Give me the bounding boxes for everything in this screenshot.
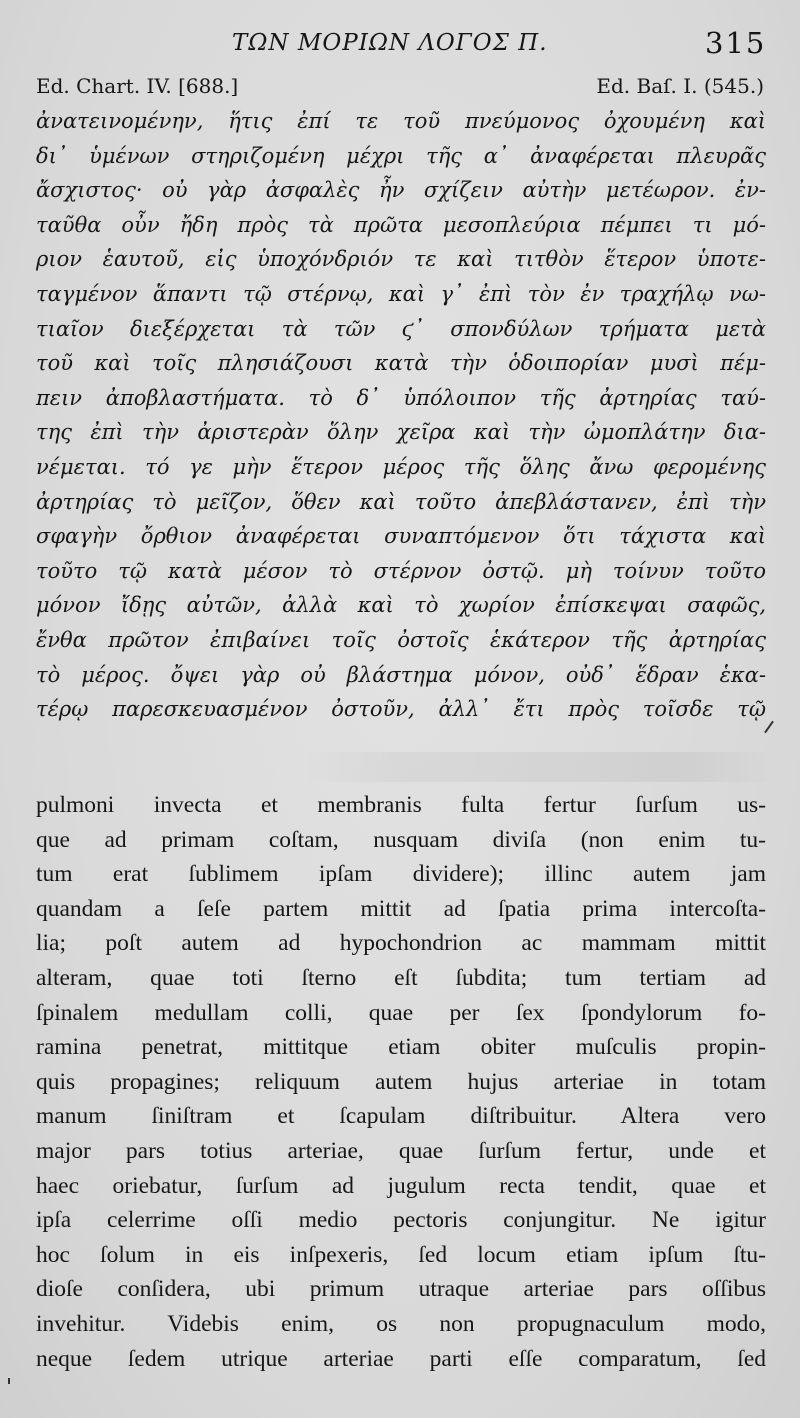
latin-line: pulmoni invecta et membranis fulta fertur ſurſum us- <box>36 792 766 818</box>
latin-line: quandam a ſeſe partem mittit ad ſpatia prima intercoſta- <box>36 895 766 922</box>
greek-line: τοῦτο τῷ κατὰ μέσον τὸ στέρνον ὀστῷ. μὴ τοίνυν τοῦτο <box>36 558 766 583</box>
greek-line: ἄσχιστος· οὐ γὰρ ἀσφαλὲς ἦν σχίζειν αὐτὴν μετέωρον. ἐν- <box>36 178 766 203</box>
latin-line: lia; poſt autem ad hypochondrion ac mammam mittit <box>36 930 766 957</box>
latin-line: quis propagines; reliquum autem hujus arteriae in totam <box>36 1068 766 1095</box>
running-title: ΤΩΝ ΜΟΡΙΩΝ ΛΟΓΟΣ Π. <box>232 30 548 56</box>
latin-line: alteram, quae toti ſterno eſt ſubdita; tum tertiam ad <box>36 964 766 991</box>
latin-line: haec oriebatur, ſurſum ad jugulum recta tendit, quae et <box>36 1172 766 1199</box>
greek-line: σφαγὴν ὄρθιον ἀναφέρεται συναπτόμενον ὅτι τάχιστα καὶ <box>36 524 766 549</box>
latin-line: ramina penetrat, mittitque etiam obiter muſculis propin- <box>36 1034 766 1061</box>
greek-line: πειν ἀποβλαστήματα. τὸ δ᾽ ὑπόλοιπον τῆς ἀρτηρίας ταύ- <box>36 385 766 410</box>
latin-line: ſpinalem medullam colli, quae per ſex ſpondylorum fo- <box>36 999 766 1026</box>
greek-line: ἔνθα πρῶτον ἐπιβαίνει τοῖς ὀστοῖς ἑκάτερον τῆς ἀρτηρίας <box>36 627 766 652</box>
latin-line: major pars totius arteriae, quae ſurſum fertur, unde et <box>36 1137 766 1164</box>
running-head <box>0 26 800 66</box>
greek-line: ταγμένον ἅπαντι τῷ στέρνῳ, καὶ γ᾽ ἐπὶ τὸν ἐν τραχήλῳ νω- <box>36 281 766 306</box>
latin-line: ipſa celerrime oſſi medio pectoris conjungitur. Ne igitur <box>36 1207 766 1234</box>
latin-line: neque ſedem utrique arteriae parti eſſe comparatum, ſed <box>36 1345 766 1372</box>
greek-line: τιαῖον διεξέρχεται τὰ τῶν ϛ᾽ σπονδύλων τρήματα μετὰ <box>36 316 766 341</box>
edition-basel-ref: Ed. Baſ. I. (545.) <box>596 74 764 98</box>
greek-line: δι᾽ ὑμένων στηριζομένη μέχρι τῆς α᾽ ἀναφέρεται πλευρᾶς <box>36 143 766 168</box>
greek-line: της ἐπὶ τὴν ἀριστερὰν ὅλην χεῖρα καὶ τὴν ὠμοπλάτην δια- <box>36 420 766 445</box>
edition-chartier-ref: Ed. Chart. IV. [688.] <box>36 74 239 98</box>
greek-line: μόνον ἴδῃς αὐτῶν, ἀλλὰ καὶ τὸ χωρίον ἐπίσκεψαι σαφῶς, <box>36 593 766 618</box>
latin-line: dioſe conſidera, ubi primum utraque arteriae pars oſſibus <box>36 1276 766 1303</box>
greek-text-block <box>36 104 766 727</box>
latin-line: que ad primam coſtam, nusquam diviſa (non enim tu- <box>36 826 766 853</box>
page-number: 315 <box>705 26 767 60</box>
latin-text-block <box>36 788 766 1376</box>
latin-line: tum erat ſublimem ipſam dividere); illinc autem jam <box>36 861 766 888</box>
latin-line: manum ſiniſtram et ſcapulam diſtribuitur. Altera vero <box>36 1103 766 1130</box>
ink-fleck <box>8 1378 10 1384</box>
greek-line: ἀνατεινομένην, ἥτις ἐπί τε τοῦ πνεύμονος ὀχουμένη καὶ <box>36 109 766 133</box>
greek-line: νέμεται. τό γε μὴν ἕτερον μέρος τῆς ὅλης ἄνω φερομένης <box>36 454 766 479</box>
latin-line: hoc ſolum in eis inſpexeris, ſed locum etiam ipſum ſtu- <box>36 1241 766 1268</box>
greek-line: τοῦ καὶ τοῖς πλησιάζουσι κατὰ τὴν ὁδοιπορίαν μυσὶ πέμ- <box>36 351 766 376</box>
greek-line: ταῦθα οὖν ἤδη πρὸς τὰ πρῶτα μεσοπλεύρια πέμπει τι μό- <box>36 212 766 237</box>
greek-line: ἀρτηρίας τὸ μεῖζον, ὅθεν καὶ τοῦτο ἀπεβλάστανεν, ἐπὶ τὴν <box>36 489 766 514</box>
latin-line: invehitur. Videbis enim, os non propugnaculum modo, <box>36 1310 766 1337</box>
greek-line: ριον ἑαυτοῦ, εἰς ὑποχόνδριόν τε καὶ τιτθὸν ἕτερον ὑποτε- <box>36 247 766 272</box>
edition-reference-line <box>36 74 764 102</box>
bleed-through-shadow <box>300 752 780 782</box>
greek-line: τέρῳ παρεσκευασμένον ὀστοῦν, ἀλλ᾽ ἔτι πρὸς τοῖσδε τῷ <box>36 697 766 722</box>
greek-line: τὸ μέρος. ὄψει γὰρ οὐ βλάστημα μόνον, οὐδ᾽ ἕδραν ἑκα- <box>36 662 766 687</box>
